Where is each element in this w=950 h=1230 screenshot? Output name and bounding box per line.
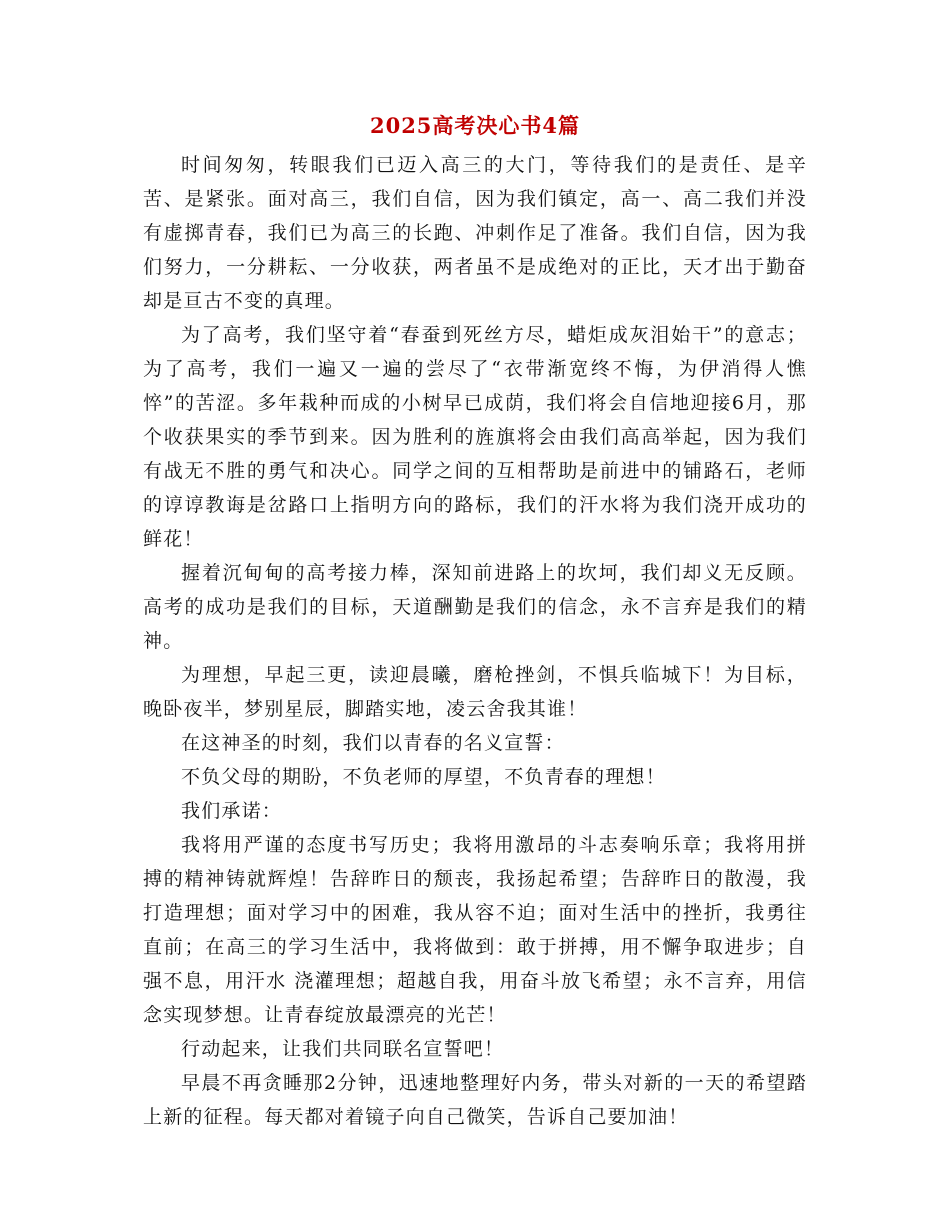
document-title: 2025高考决心书4篇	[369, 113, 581, 138]
paragraph-5: 在这神圣的时刻，我们以青春的名义宣誓：	[181, 732, 565, 754]
paragraph-2: 为了高考，我们坚守着“春蚕到死丝方尽，蜡炬成灰泪始干”的意志；为了高考，我们一遍又一遍的尝尽了“衣带渐宽终不悔，为伊消得人憔悴”的苦涩。多年栽种而成的小树早已成荫，我们将会自信地迎接6月，那个收获果实的季节到来。因为胜利的旌旗将会由我们高高举起，因为我们有战无不胜的勇气和决心。同学之间的互相帮助是前进中的铺路石，老师的谆谆教诲是岔路口上指明方向的路标，我们的汗水将为我们浇开成功的鲜花！	[143, 324, 807, 550]
paragraph-10: 早晨不再贪睡那2分钟，迅速地整理好内务，带头对新的一天的希望踏上新的征程。每天都对着镜子向自己微笑，告诉自己要加油！	[143, 1072, 807, 1128]
paragraph-1: 时间匆匆，转眼我们已迈入高三的大门，等待我们的是责任、是辛苦、是紧张。面对高三，我们自信，因为我们镇定，高一、高二我们并没有虚掷青春，我们已为高三的长跑、冲刺作足了准备。我们自信，因为我们努力，一分耕耘、一分收获，两者虽不是成绝对的正比，天才出于勤奋却是亘古不变的真理。	[143, 154, 807, 312]
paragraph-7: 我们承诺：	[181, 800, 283, 822]
document-body	[143, 148, 807, 1134]
paragraph-4: 为理想，早起三更，读迎晨曦，磨枪挫剑，不惧兵临城下！为目标，晚卧夜半，梦别星辰，脚踏实地，凌云舍我其谁！	[143, 664, 807, 720]
paragraph-9: 行动起来，让我们共同联名宣誓吧！	[181, 1038, 505, 1060]
paragraph-6: 不负父母的期盼，不负老师的厚望，不负青春的理想！	[181, 766, 666, 788]
paragraph-3: 握着沉甸甸的高考接力棒，深知前进路上的坎坷，我们却义无反顾。高考的成功是我们的目标，天道酬勤是我们的信念，永不言弃是我们的精神。	[143, 562, 807, 652]
paragraph-8: 我将用严谨的态度书写历史；我将用激昂的斗志奏响乐章；我将用拼搏的精神铸就辉煌！告辞昨日的颓丧，我扬起希望；告辞昨日的散漫，我打造理想；面对学习中的困难，我从容不迫；面对生活中的挫折，我勇往直前；在高三的学习生活中，我将做到：敢于拼搏，用不懈争取进步；自强不息，用汗水 浇灌理想；超越自我，用奋斗放飞希望；永不言弃，用信念实现梦想。让青春绽放最漂亮的光芒！	[143, 834, 807, 1026]
